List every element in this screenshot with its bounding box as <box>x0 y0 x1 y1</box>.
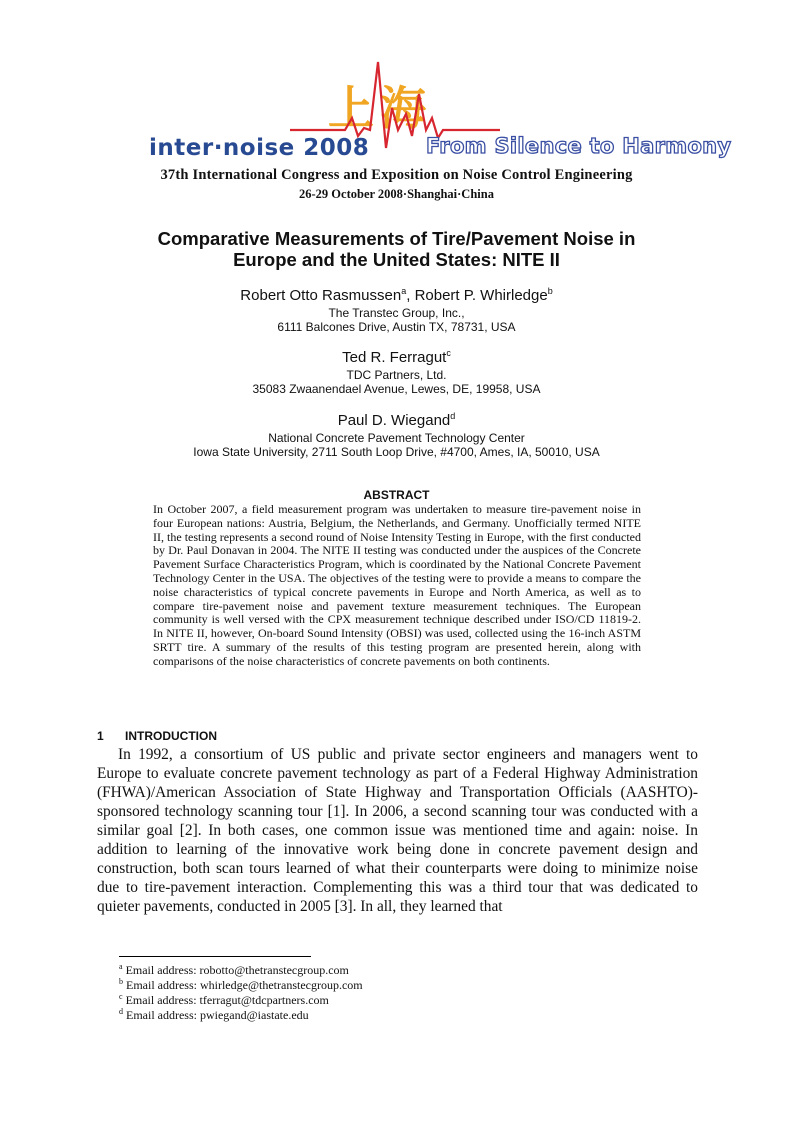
footnote-rule <box>119 956 311 957</box>
author-line-2 <box>0 349 793 366</box>
author-mark: c <box>446 348 451 358</box>
footnote-mark: a <box>119 962 123 971</box>
footnote-mark: b <box>119 977 123 986</box>
author-mark: d <box>450 411 456 421</box>
footnote <box>119 1008 309 1022</box>
author-line-1 <box>0 287 793 304</box>
author-name: Robert P. Whirledge <box>414 287 548 304</box>
affiliation-3-line-2: Iowa State University, 2711 South Loop Drive, #4700, Ames, IA, 50010, USA <box>193 445 600 459</box>
paper-title <box>0 228 793 270</box>
affiliation-2-line-2: 35083 Zwaanendael Avenue, Lewes, DE, 19958, USA <box>252 382 541 396</box>
author-separator: , <box>406 287 415 304</box>
congress-dates: 26-29 October 2008·Shanghai·China <box>299 187 494 201</box>
footnote <box>119 993 329 1007</box>
affiliation-2-line-1: TDC Partners, Ltd. <box>346 368 447 382</box>
author-mark: b <box>547 286 553 296</box>
brand-wordmark: inter·noise 2008 <box>149 135 370 161</box>
author-line-3 <box>0 412 793 429</box>
author-mark: a <box>401 286 407 296</box>
affiliation-1-line-2: 6111 Balcones Drive, Austin TX, 78731, USA <box>277 320 516 334</box>
footnote-text: Email address: tferragut@tdcpartners.com <box>122 993 329 1007</box>
affiliation-3-line-1: National Concrete Pavement Technology Center <box>268 431 525 445</box>
slogan: From Silence to Harmony <box>426 134 732 158</box>
footnote <box>119 978 363 992</box>
footnote-text: Email address: pwiegand@iastate.edu <box>123 1008 309 1022</box>
footnote <box>119 963 349 977</box>
footnote-text: Email address: robotto@thetranstecgroup.com <box>122 963 349 977</box>
abstract-heading: ABSTRACT <box>363 488 430 502</box>
introduction-paragraph: In 1992, a consortium of US public and private sector engineers and managers went to Europe to evaluate concrete pavement technology as part of a Federal Highway Administration (FHWA)/American Association of State Highway and Transportation Officials (AASHTO)-sponsored technology scanning tour [1]. In 2006, a second scanning tour was conducted with a similar goal [2]. In both cases, one common issue was mentioned time and again: noise. In addition to learning of the innovative work being done in concrete pavement design and construction, both scan tours learned of what their counterparts were doing to minimize noise due to tire-pavement interaction. Complementing this was a third tour that was dedicated to quieter pavements, conducted in 2005 [3]. In all, they learned that <box>97 746 698 915</box>
author-name: Ted R. Ferragut <box>342 349 447 366</box>
affiliation-1-line-1: The Transtec Group, Inc., <box>328 306 465 320</box>
footnote-mark: d <box>119 1007 123 1016</box>
section-heading <box>97 729 217 743</box>
author-name: Robert Otto Rasmussen <box>240 287 402 304</box>
congress-title: 37th International Congress and Exposition on Noise Control Engineering <box>160 167 633 183</box>
section-title: INTRODUCTION <box>125 729 217 743</box>
author-name: Paul D. Wiegand <box>337 412 451 429</box>
section-number: 1 <box>97 729 104 743</box>
footnote-text: Email address: whirledge@thetranstecgroup.com <box>123 978 363 992</box>
paper-title-line-1: Comparative Measurements of Tire/Pavement Noise in <box>157 228 636 249</box>
logo-chinese-characters: 上海 <box>328 81 432 135</box>
footnote-mark: c <box>119 992 123 1001</box>
abstract-body: In October 2007, a field measurement program was undertaken to measure tire-pavement noise in four European nations: Austria, Belgium, the Netherlands, and Germany. Unofficially termed NITE II, the testing represents a second round of Noise Intensity Testing in Europe, with the first conducted by Dr. Paul Donavan in 2004. The NITE II testing was conducted under the auspices of the Concrete Pavement Surface Characteristics Program, which is coordinated by the National Concrete Pavement Technology Center in the USA. The objectives of the testing were to provide a means to compare the noise characteristics of typical concrete pavements in Europe and North America, as well as to compare tire-pavement noise and pavement texture measurement techniques. The European community is well versed with the CPX measurement technique described under ISO/CD 11819-2. In NITE II, however, On-board Sound Intensity (OBSI) was used, collected using the 16-inch ASTM SRTT tire. A summary of the results of this testing program are presented herein, along with comparisons of the noise characteristics of concrete pavements on both continents. <box>153 502 641 668</box>
paper-title-line-2: Europe and the United States: NITE II <box>233 249 560 270</box>
